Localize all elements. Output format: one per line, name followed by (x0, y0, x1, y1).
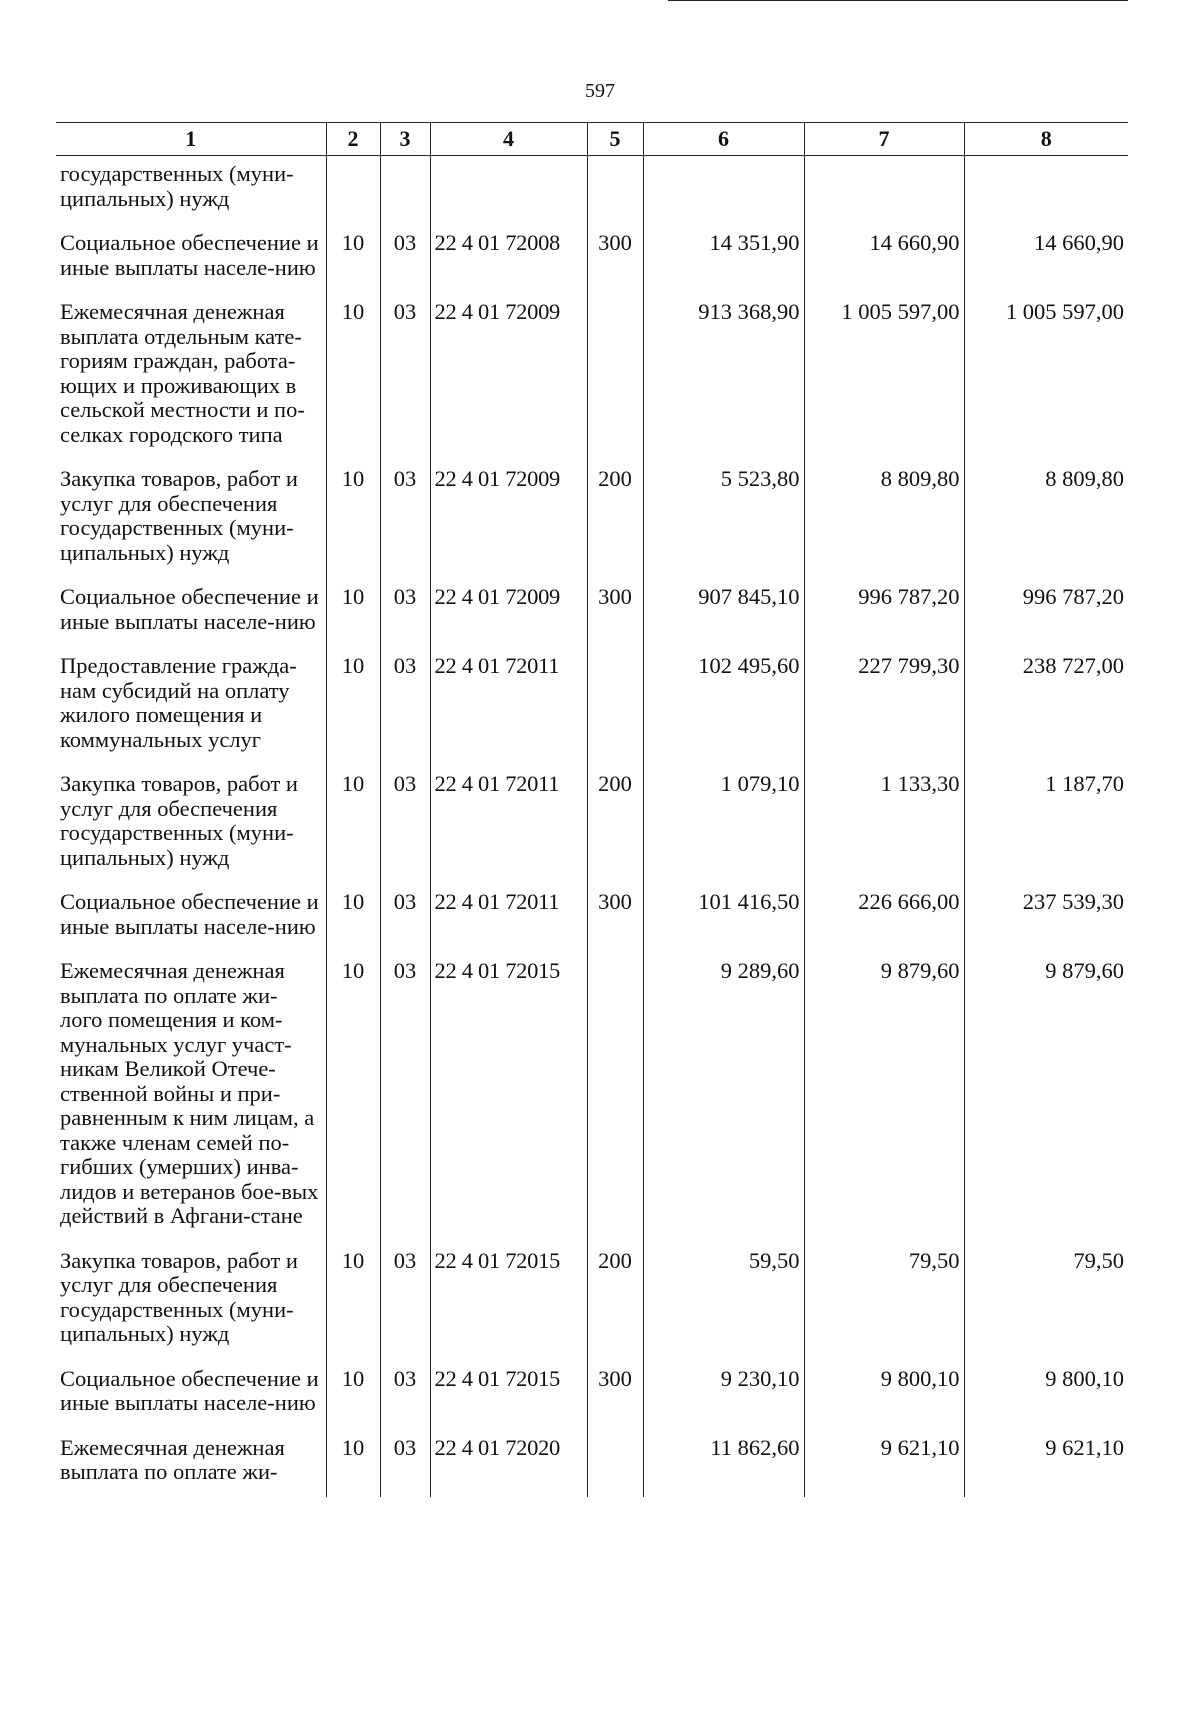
section-code-cell: 10 (326, 292, 380, 459)
row-name-cell: Ежемесячная денежная выплата по оплате жи- (60, 1434, 285, 1484)
section-code-cell: 10 (326, 764, 380, 882)
subsection-code-cell: 03 (380, 292, 430, 459)
table-row (56, 156, 1128, 224)
row-name-cell: Закупка товаров, работ и услуг для обеспечения государственных (муни-ципальных) нужд (60, 466, 298, 565)
table-body (56, 156, 1128, 1497)
header-cell: 2 (326, 123, 380, 156)
section-code-cell: 10 (326, 1428, 380, 1497)
amount-year3-cell: 1 005 597,00 (964, 292, 1128, 459)
expense-type-cell: 300 (587, 882, 643, 951)
expense-type-cell: 200 (587, 459, 643, 577)
amount-year1-cell: 907 845,10 (643, 577, 804, 646)
table-row (56, 292, 1128, 459)
expense-type-cell: 300 (587, 577, 643, 646)
header-cell: 5 (587, 123, 643, 156)
expense-type-cell: 200 (587, 764, 643, 882)
amount-year1-cell: 102 495,60 (643, 646, 804, 764)
amount-year3-cell: 9 800,10 (964, 1359, 1128, 1428)
row-name-cell: Ежемесячная денежная выплата отдельным кате-гориям граждан, работа-ющих и проживающих в сельской местности и по-селках городского типа (60, 299, 305, 447)
target-article-cell: 22 4 01 72009 (430, 577, 587, 646)
amount-year2-cell: 9 800,10 (804, 1359, 964, 1428)
row-name-cell: Закупка товаров, работ и услуг для обеспечения государственных (муни-ципальных) нужд (60, 771, 298, 870)
expense-type-cell (587, 1428, 643, 1497)
amount-year1-cell: 101 416,50 (643, 882, 804, 951)
amount-year3-cell: 79,50 (964, 1241, 1128, 1359)
row-name-cell: Ежемесячная денежная выплата по оплате жи-лого помещения и ком-мунальных услуг участ-никам Великой Отече-ственной войны и при-равненным к ним лицам, а также членам семей по-гибших (умерших) инва-лидов и ветеранов бое-вых действий в Афгани-стане (60, 958, 319, 1228)
subsection-code-cell (380, 156, 430, 224)
amount-year2-cell: 226 666,00 (804, 882, 964, 951)
section-code-cell: 10 (326, 1241, 380, 1359)
page-number: 597 (585, 80, 615, 102)
amount-year3-cell: 996 787,20 (964, 577, 1128, 646)
amount-year2-cell: 1 005 597,00 (804, 292, 964, 459)
row-name-cell: Социальное обеспечение и иные выплаты населе-нию (60, 1365, 319, 1415)
section-code-cell: 10 (326, 223, 380, 292)
row-name-cell: Предоставление гражда-нам субсидий на оплату жилого помещения и коммунальных услуг (60, 653, 297, 752)
amount-year3-cell: 237 539,30 (964, 882, 1128, 951)
header-row (56, 123, 1128, 156)
header-cell: 8 (964, 123, 1128, 156)
amount-year1-cell (643, 156, 804, 224)
amount-year2-cell: 227 799,30 (804, 646, 964, 764)
amount-year2-cell (804, 156, 964, 224)
amount-year3-cell (964, 156, 1128, 224)
amount-year3-cell: 238 727,00 (964, 646, 1128, 764)
section-code-cell: 10 (326, 577, 380, 646)
row-name-cell: Социальное обеспечение и иные выплаты населе-нию (60, 230, 319, 280)
target-article-cell: 22 4 01 72008 (430, 223, 587, 292)
section-code-cell: 10 (326, 1359, 380, 1428)
expense-type-cell (587, 292, 643, 459)
section-code-cell: 10 (326, 882, 380, 951)
amount-year1-cell: 9 289,60 (643, 951, 804, 1241)
subsection-code-cell: 03 (380, 459, 430, 577)
table-row (56, 1428, 1128, 1497)
target-article-cell: 22 4 01 72015 (430, 1241, 587, 1359)
subsection-code-cell: 03 (380, 1241, 430, 1359)
subsection-code-cell: 03 (380, 223, 430, 292)
expense-type-cell: 300 (587, 1359, 643, 1428)
table-row (56, 646, 1128, 764)
subsection-code-cell: 03 (380, 1359, 430, 1428)
target-article-cell: 22 4 01 72015 (430, 951, 587, 1241)
section-code-cell: 10 (326, 646, 380, 764)
expense-type-cell (587, 156, 643, 224)
target-article-cell: 22 4 01 72020 (430, 1428, 587, 1497)
amount-year2-cell: 9 879,60 (804, 951, 964, 1241)
amount-year3-cell: 9 879,60 (964, 951, 1128, 1241)
row-name-cell: Закупка товаров, работ и услуг для обеспечения государственных (муни-ципальных) нужд (60, 1247, 298, 1346)
table-row (56, 882, 1128, 951)
target-article-cell: 22 4 01 72011 (430, 646, 587, 764)
header-cell: 3 (380, 123, 430, 156)
amount-year1-cell: 913 368,90 (643, 292, 804, 459)
amount-year2-cell: 9 621,10 (804, 1428, 964, 1497)
expense-type-cell (587, 646, 643, 764)
amount-year1-cell: 14 351,90 (643, 223, 804, 292)
amount-year2-cell: 8 809,80 (804, 459, 964, 577)
table-row (56, 223, 1128, 292)
target-article-cell: 22 4 01 72011 (430, 882, 587, 951)
amount-year2-cell: 996 787,20 (804, 577, 964, 646)
target-article-cell: 22 4 01 72011 (430, 764, 587, 882)
expense-type-cell: 300 (587, 223, 643, 292)
header-cell: 4 (430, 123, 587, 156)
amount-year2-cell: 14 660,90 (804, 223, 964, 292)
section-code-cell (326, 156, 380, 224)
table-row (56, 951, 1128, 1241)
subsection-code-cell: 03 (380, 646, 430, 764)
table-row (56, 577, 1128, 646)
table-row (56, 1359, 1128, 1428)
section-code-cell: 10 (326, 459, 380, 577)
amount-year3-cell: 1 187,70 (964, 764, 1128, 882)
expense-type-cell: 200 (587, 1241, 643, 1359)
amount-year1-cell: 11 862,60 (643, 1428, 804, 1497)
subsection-code-cell: 03 (380, 577, 430, 646)
target-article-cell: 22 4 01 72009 (430, 459, 587, 577)
budget-table (56, 122, 1128, 1497)
subsection-code-cell: 03 (380, 882, 430, 951)
row-name-cell: Социальное обеспечение и иные выплаты населе-нию (60, 889, 319, 939)
amount-year3-cell: 14 660,90 (964, 223, 1128, 292)
header-cell: 7 (804, 123, 964, 156)
amount-year2-cell: 1 133,30 (804, 764, 964, 882)
amount-year3-cell: 8 809,80 (964, 459, 1128, 577)
subsection-code-cell: 03 (380, 764, 430, 882)
target-article-cell (430, 156, 587, 224)
table-row (56, 1241, 1128, 1359)
amount-year1-cell: 5 523,80 (643, 459, 804, 577)
amount-year2-cell: 79,50 (804, 1241, 964, 1359)
target-article-cell: 22 4 01 72015 (430, 1359, 587, 1428)
table-row (56, 459, 1128, 577)
amount-year1-cell: 59,50 (643, 1241, 804, 1359)
subsection-code-cell: 03 (380, 1428, 430, 1497)
top-rule (668, 0, 1128, 1)
target-article-cell: 22 4 01 72009 (430, 292, 587, 459)
subsection-code-cell: 03 (380, 951, 430, 1241)
header-cell: 1 (56, 123, 326, 156)
table-row (56, 764, 1128, 882)
row-name-cell: государственных (муни-ципальных) нужд (60, 161, 294, 211)
expense-type-cell (587, 951, 643, 1241)
amount-year1-cell: 9 230,10 (643, 1359, 804, 1428)
amount-year1-cell: 1 079,10 (643, 764, 804, 882)
amount-year3-cell: 9 621,10 (964, 1428, 1128, 1497)
section-code-cell: 10 (326, 951, 380, 1241)
header-cell: 6 (643, 123, 804, 156)
row-name-cell: Социальное обеспечение и иные выплаты населе-нию (60, 584, 319, 634)
